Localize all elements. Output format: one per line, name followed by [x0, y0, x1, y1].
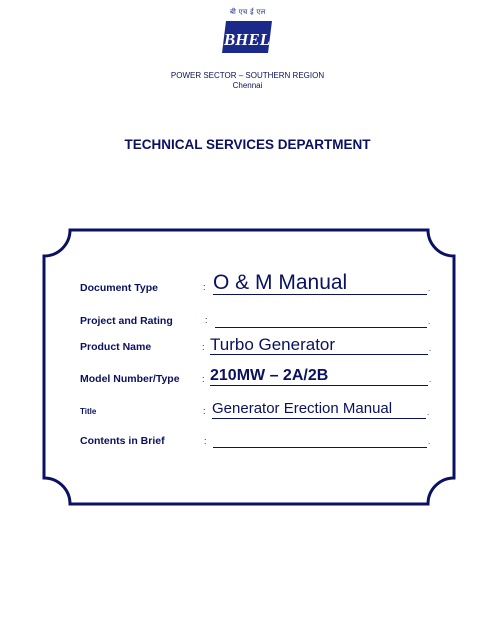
field-end-dot: .	[428, 437, 431, 446]
logo-mark-text: BHEL	[223, 30, 271, 49]
field-label-project-rating: Project and Rating	[80, 315, 173, 327]
field-colon: :	[203, 282, 206, 292]
field-row-product-name	[0, 334, 495, 364]
field-underline	[210, 354, 428, 355]
field-label-model-number: Model Number/Type	[80, 373, 180, 385]
field-value-product-name: Turbo Generator	[210, 335, 336, 354]
field-row-title	[0, 397, 495, 427]
field-underline	[210, 385, 428, 386]
bhel-logo	[218, 8, 276, 58]
field-row-document-type	[0, 272, 495, 302]
field-label-title: Title	[80, 407, 97, 416]
city-text: Chennai	[232, 81, 263, 90]
field-end-dot: .	[428, 317, 431, 326]
field-label-document-type: Document Type	[80, 282, 158, 294]
field-value-model-number: 210MW – 2A/2B	[210, 367, 329, 384]
field-value-title: Generator Erection Manual	[212, 400, 393, 417]
field-value-document-type: O & M Manual	[213, 271, 348, 294]
field-end-dot: .	[427, 408, 430, 417]
field-underline	[212, 418, 426, 419]
field-colon: :	[202, 374, 205, 384]
field-end-dot: .	[429, 344, 432, 353]
field-label-contents-brief: Contents in Brief	[80, 435, 165, 447]
field-end-dot: .	[428, 284, 431, 293]
field-colon: :	[205, 315, 208, 325]
field-underline	[213, 447, 427, 448]
field-row-model-number	[0, 365, 495, 395]
region-text: POWER SECTOR – SOUTHERN REGION	[170, 71, 325, 80]
field-label-product-name: Product Name	[80, 341, 152, 353]
field-colon: :	[204, 436, 207, 446]
field-underline	[213, 294, 427, 295]
field-underline	[215, 327, 427, 328]
field-colon: :	[203, 406, 206, 416]
department-title: TECHNICAL SERVICES DEPARTMENT	[124, 137, 371, 152]
logo-hindi-text: बी एच ई एल	[230, 8, 266, 16]
field-colon: :	[202, 342, 205, 352]
field-row-contents-brief	[0, 430, 495, 460]
field-end-dot: .	[429, 375, 432, 384]
